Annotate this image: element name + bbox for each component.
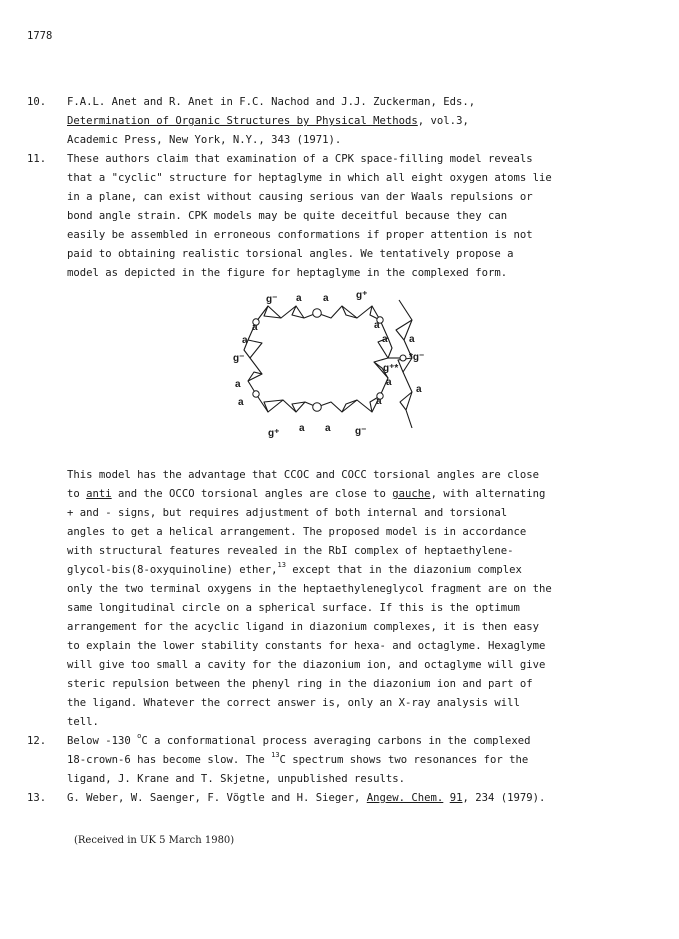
para-text: , with alternating [430,488,546,500]
ref-line [67,793,545,804]
label-a: a [325,423,331,434]
para-line: steric repulsion between the phenyl ring in the diazonium ion and part of [67,678,533,690]
page-number: 1778 [27,30,53,42]
para-text: to [67,488,87,500]
para-line: with structural features revealed in the RbI complex of heptaethylene- [67,545,514,557]
ref-line: model as depicted in the figure for heptaglyme in the complexed form. [67,267,508,279]
label-a: a [235,379,241,390]
label-a: a [382,334,388,345]
para-text: and the OCCO torsional angles are close to [111,488,393,500]
para-text: except that in the diazonium complex [285,564,522,576]
para-line: same longitudinal circle on a spherical surface. If this is the optimum [67,602,520,614]
label-g-minus-star: *g⁻ [409,352,425,363]
ref-line: Academic Press, New York, N.Y., 343 (1971). [67,134,342,146]
para-line: angles to get a helical arrangement. The proposed model is in accordance [67,526,527,538]
ref-line [67,732,531,747]
ref-line: that a "cyclic" structure for heptaglyme in which all eight oxygen atoms lie [67,172,552,184]
label-a: a [323,293,329,304]
ref-line: paid to obtaining realistic torsional angles. We tentatively propose a [67,248,514,260]
ref-text: 18-crown-6 has become slow. The [67,754,272,766]
label-g-plus: g⁺ [356,290,368,301]
para-line: will give too small a cavity for the diazonium ion, and octaglyme will give [67,659,546,671]
label-a: a [299,423,305,434]
label-a: a [252,322,258,333]
label-g-minus: g⁻ [266,294,278,305]
ref-line [67,751,529,766]
degree-superscript: o [137,732,142,741]
ref-number: 10. [27,96,47,108]
label-g-plus-star: g⁺* [383,363,399,374]
ref-line: easily be assembled in erroneous conformations if proper attention is not [67,229,533,241]
label-g-plus: g⁺ [268,428,280,439]
ref-number: 11. [27,153,47,165]
ref-line: These authors claim that examination of a CPK space-filling model reveals [67,153,533,165]
label-g-minus: g⁻ [233,353,245,364]
ref-number: 13. [27,792,47,804]
para-line: to explain the lower stability constants for hexa- and octaglyme. Hexaglyme [67,640,546,652]
label-a: a [409,334,415,345]
para-line: This model has the advantage that CCOC and COCC torsional angles are close [67,469,539,481]
para-text: glycol-bis(8-oxyquinoline) ether, [67,564,278,576]
label-a: a [416,384,422,395]
journal-volume: 91 [449,792,463,804]
journal-name: Angew. Chem. [366,792,444,804]
ref-number: 12. [27,735,47,747]
ref-text: C spectrum shows two resonances for the [279,754,529,766]
label-a: a [374,320,380,331]
ref-text: C a conformational process averaging carbons in the complexed [141,735,531,747]
para-line: + and - signs, but requires adjustment of both internal and torsional [67,507,508,519]
label-a: a [238,397,244,408]
ref-line: F.A.L. Anet and R. Anet in F.C. Nachod and J.J. Zuckerman, Eds., [67,96,476,108]
ref-text: , 234 (1979). [462,792,546,804]
para-line: arrangement for the acyclic ligand in diazonium complexes, it is then easy [67,621,539,633]
label-a: a [296,293,302,304]
ref-line: ligand, J. Krane and T. Skjetne, unpublished results. [67,773,406,785]
emphasis-gauche: gauche [392,488,431,500]
para-line: the ligand. Whatever the correct answer is, only an X-ray analysis will [67,697,520,709]
label-a: a [242,335,248,346]
para-line [67,489,545,500]
book-title: Determination of Organic Structures by Physical Methods [67,115,418,127]
para-line [67,561,522,576]
ref-text: , vol.3, [417,115,469,127]
ref-text: G. Weber, W. Saenger, F. Vögtle and H. Sieger, [67,792,367,804]
isotope-superscript: 13 [271,751,280,760]
ref-line: bond angle strain. CPK models may be quite deceitful because they can [67,210,508,222]
label-a: a [386,377,392,388]
citation-superscript: 13 [277,561,286,570]
emphasis-anti: anti [86,488,112,500]
received-date: (Received in UK 5 March 1980) [74,835,235,846]
para-line: only the two terminal oxygens in the heptaethyleneglycol fragment are on the [67,583,552,595]
label-g-minus: g⁻ [355,426,367,437]
ref-line: in a plane, can exist without causing serious van der Waals repulsions or [67,191,533,203]
para-line: tell. [67,716,99,728]
ref-text: Below -130 [67,735,138,747]
label-a: a [376,396,382,407]
